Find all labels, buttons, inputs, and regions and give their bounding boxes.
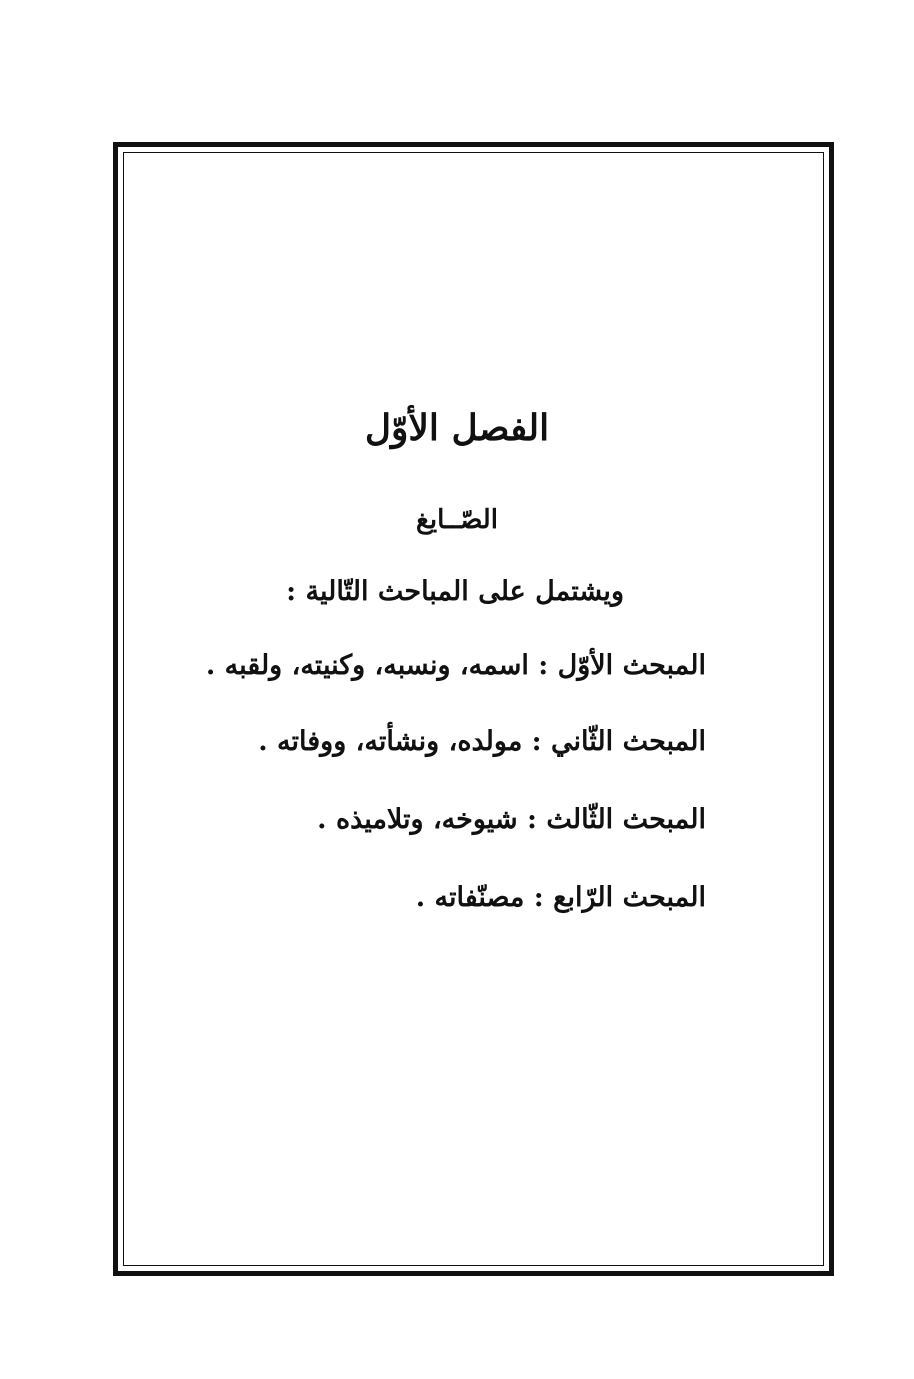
section-item-2: المبحث الثّاني : مولده، ونشأته، ووفاته . bbox=[258, 726, 706, 757]
section-item-3: المبحث الثّالث : شيوخه، وتلاميذه . bbox=[317, 804, 706, 835]
chapter-title: الفصل الأوّل bbox=[364, 407, 550, 449]
section-item-4: المبحث الرّابع : مصنّفاته . bbox=[415, 882, 706, 913]
chapter-subtitle: الصّــايغ bbox=[416, 505, 498, 535]
section-item-1: المبحث الأوّل : اسمه، ونسبه، وكنيته، ولقبه . bbox=[205, 650, 706, 681]
chapter-intro: ويشتمل على المباحث التّالية : bbox=[286, 576, 624, 607]
